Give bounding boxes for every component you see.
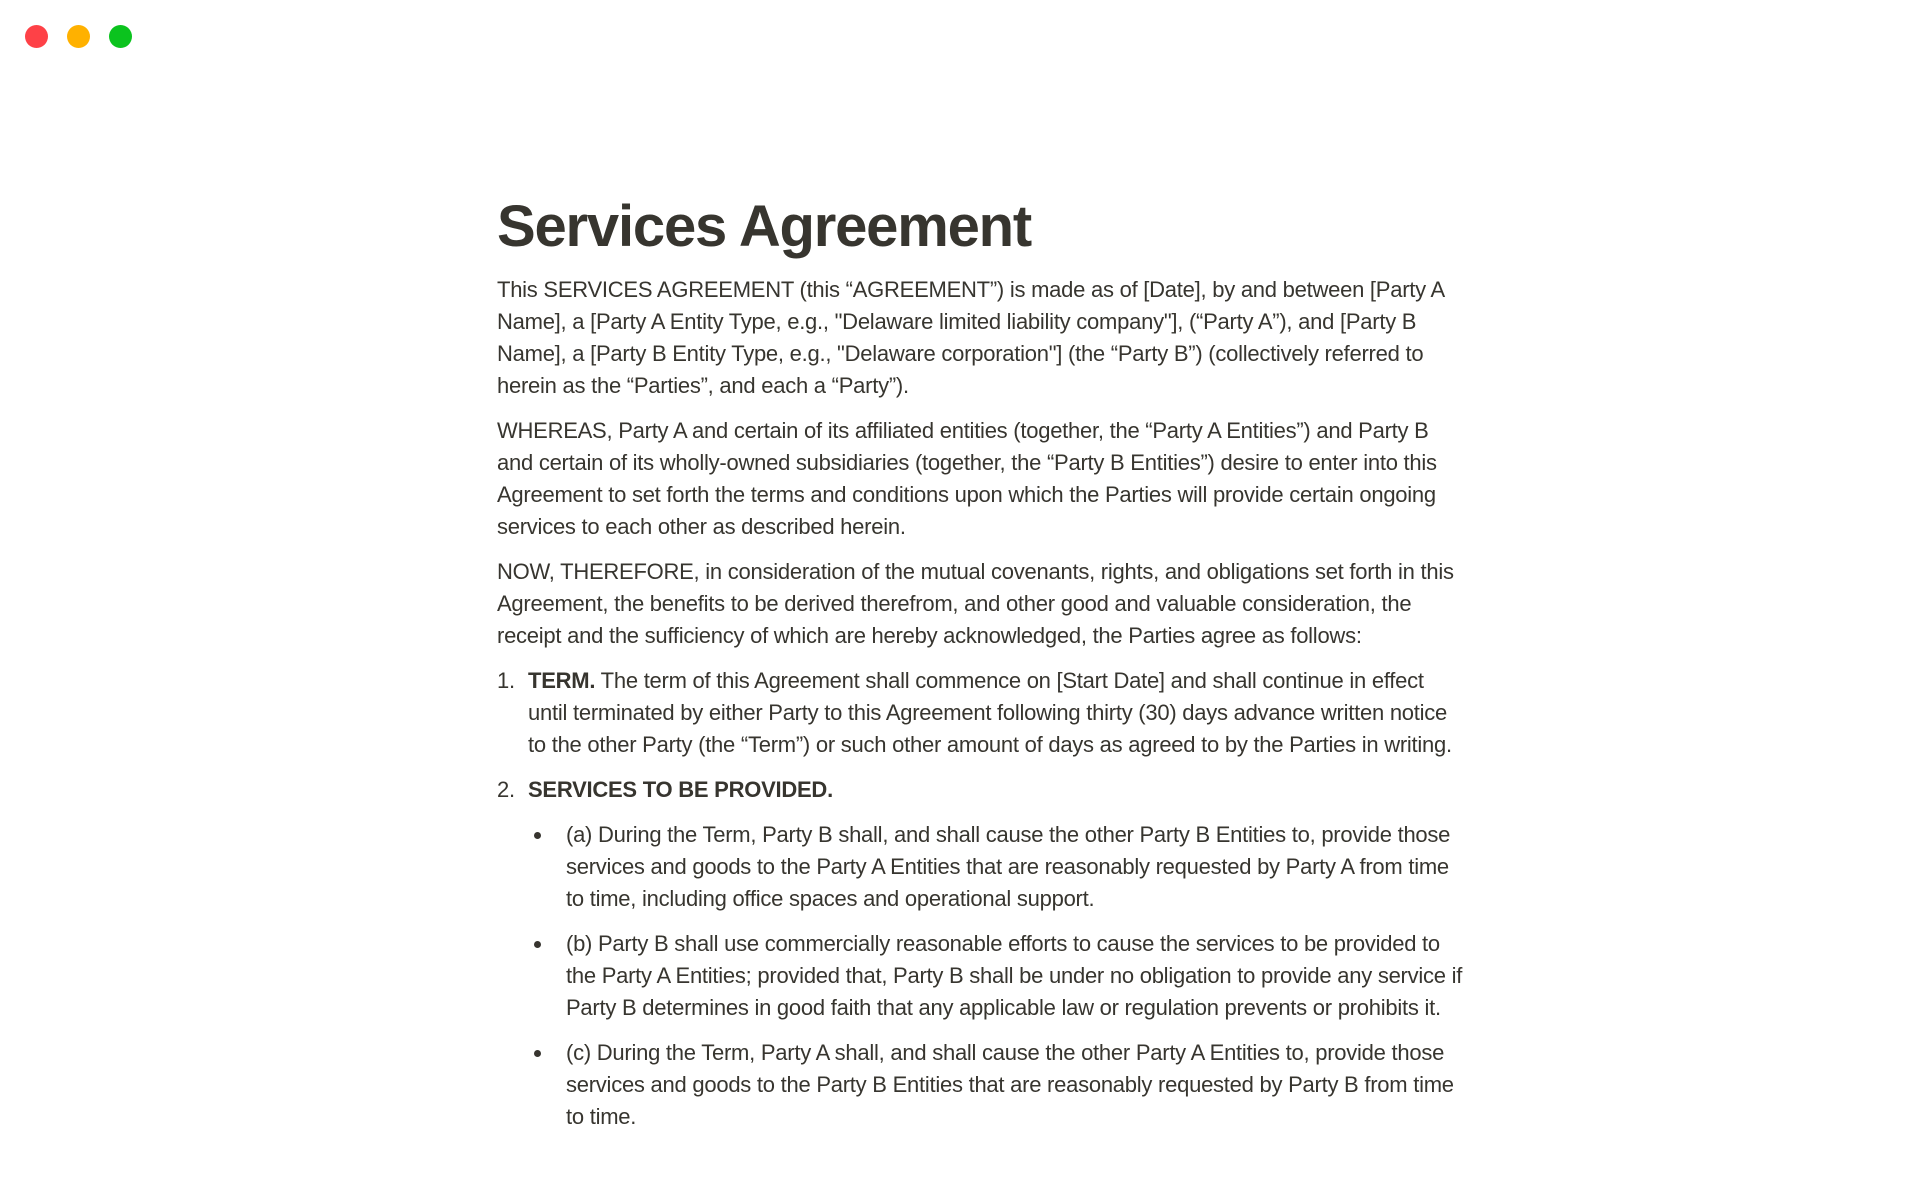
bullet-item-b[interactable] [528, 928, 1464, 1024]
document-page [497, 0, 1464, 1133]
item-text: The term of this Agreement shall commence on [Start Date] and shall continue in effect until terminated by either Party to this Agreement following thirty (30) days advance written notice to the other Party (the “Term”) or such other amount of days as agreed to by the Parties in writing. [528, 668, 1452, 757]
window-controls [25, 25, 132, 48]
bullet-list [528, 819, 1464, 1133]
bullet-icon [534, 941, 541, 948]
zoom-button[interactable] [109, 25, 132, 48]
bullet-text: (a) During the Term, Party B shall, and shall cause the other Party B Entities to, provide those services and goods to the Party A Entities that are reasonably requested by Party A from time to time, including office spaces and operational support. [566, 822, 1451, 911]
paragraph-whereas[interactable]: WHEREAS, Party A and certain of its affiliated entities (together, the “Party A Entities”) and Party B and certain of its wholly-owned subsidiaries (together, the “Party B Entities”) desire to enter into this Agreement to set forth the terms and conditions upon which the Parties will provide certain ongoing services to each other as described herein. [497, 418, 1437, 539]
bullet-text: (c) During the Term, Party A shall, and shall cause the other Party A Entities to, provide those services and goods to the Party B Entities that are reasonably requested by Party B from time to time. [566, 1040, 1454, 1129]
item-heading: TERM. [528, 668, 596, 693]
close-button[interactable] [25, 25, 48, 48]
paragraph-preamble[interactable]: This SERVICES AGREEMENT (this “AGREEMENT”) is made as of [Date], by and between [Party A Name], a [Party A Entity Type, e.g., "Delaware limited liability company"], (“Party A”), and [Party B Name], a [Party B Entity Type, e.g., "Delaware corporation"] (the “Party B”) (collectively referred to herein as the “Parties”, and each a “Party”). [497, 277, 1444, 398]
bullet-item-c[interactable] [528, 1037, 1464, 1133]
bullet-item-a[interactable] [528, 819, 1464, 915]
bullet-text: (b) Party B shall use commercially reasonable efforts to cause the services to be provided to the Party A Entities; provided that, Party B shall be under no obligation to provide any service if Party B determines in good faith that any applicable law or regulation prevents or prohibits it. [566, 931, 1463, 1020]
item-heading: SERVICES TO BE PROVIDED. [528, 777, 833, 802]
list-number: 1. [497, 668, 515, 693]
list-number: 2. [497, 777, 515, 802]
bullet-icon [534, 832, 541, 839]
page-title[interactable]: Services Agreement [497, 194, 1031, 259]
numbered-item-services[interactable] [497, 774, 1464, 1133]
bullet-icon [534, 1050, 541, 1057]
numbered-item-term[interactable] [497, 665, 1464, 761]
paragraph-now-therefore[interactable]: NOW, THEREFORE, in consideration of the mutual covenants, rights, and obligations set forth in this Agreement, the benefits to be derived therefrom, and other good and valuable consideration, the receipt and the sufficiency of which are hereby acknowledged, the Parties agree as follows: [497, 559, 1454, 648]
minimize-button[interactable] [67, 25, 90, 48]
